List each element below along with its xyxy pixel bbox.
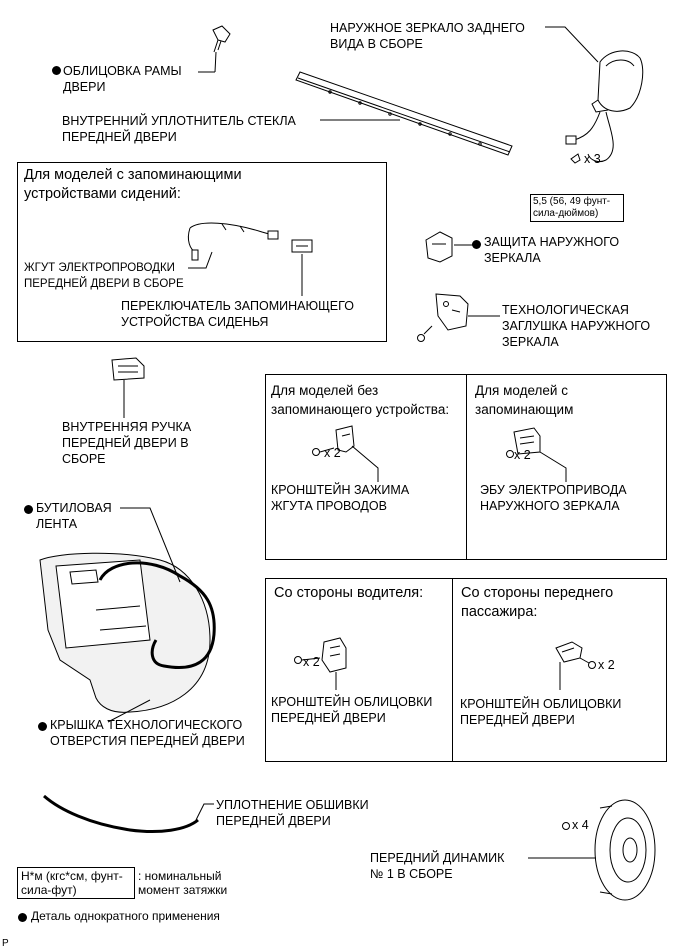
non-reusable-marker [52, 66, 61, 75]
memory-device-box-divider [466, 374, 467, 560]
service-hole-cover-label: КРЫШКА ТЕХНОЛОГИЧЕСКОГО ОТВЕРСТИЯ ПЕРЕДНЕЙ ДВЕРИ [50, 718, 245, 748]
mirror-nut-quantity: x 3 [584, 152, 601, 166]
outer-mirror-label: НАРУЖНОЕ ЗЕРКАЛО ЗАДНЕГО ВИДА В СБОРЕ [330, 21, 525, 51]
non-reusable-marker [472, 240, 481, 249]
outer-mirror-part [566, 51, 643, 163]
leader-line [545, 27, 598, 62]
speaker-label: ПЕРЕДНИЙ ДИНАМИК № 1 В СБОРЕ [370, 851, 505, 881]
non-reusable-legend-label: Деталь однократного применения [31, 909, 220, 923]
butyl-tape-label: БУТИЛОВАЯ ЛЕНТА [36, 501, 112, 531]
memory-switch-label: ПЕРЕКЛЮЧАТЕЛЬ ЗАПОМИНАЮЩЕГО УСТРОЙСТВА СИДЕНЬЯ [121, 299, 354, 329]
torque-unit-label: Н*м (кгс*см, фунт- сила-фут) [21, 869, 123, 897]
non-reusable-marker [24, 505, 33, 514]
without-memory-header: Для моделей без запоминающего устройства: [271, 383, 450, 417]
wire-harness-label: ЖГУТ ЭЛЕКТРОПРОВОДКИ ПЕРЕДНЕЙ ДВЕРИ В СБОРЕ [24, 262, 184, 290]
mirror-torque-value: 5,5 (56, 49 фунт- сила-дюймов) [533, 196, 611, 219]
passenger-bracket-quantity: x 2 [598, 658, 615, 672]
non-reusable-marker [38, 722, 47, 731]
inside-handle-label: ВНУТРЕННЯЯ РУЧКА ПЕРЕДНЕЙ ДВЕРИ В СБОРЕ [62, 420, 192, 466]
inside-handle-part [112, 358, 144, 380]
with-memory-header: Для моделей с запоминающим [475, 383, 574, 417]
driver-side-header: Со стороны водителя: [274, 585, 424, 601]
mirror-hole-cover-part [418, 294, 469, 342]
driver-bracket-quantity: x 2 [303, 655, 320, 669]
mirror-cover-part [426, 232, 452, 262]
mirror-ecu-label: ЭБУ ЭЛЕКТРОПРИВОДА НАРУЖНОГО ЗЕРКАЛА [480, 483, 627, 513]
trim-weatherstrip-label: УПЛОТНЕНИЕ ОБШИВКИ ПЕРЕДНЕЙ ДВЕРИ [216, 798, 369, 828]
passenger-side-header: Со стороны переднего пассажира: [461, 585, 614, 620]
door-frame-garnish-label: ОБЛИЦОВКА РАМЫ ДВЕРИ [63, 64, 182, 94]
memory-seat-box-header: Для моделей с запоминающими устройствами сидений: [24, 167, 242, 202]
torque-unit-description: : номинальный момент затяжки [138, 869, 228, 897]
side-box-divider [452, 578, 453, 762]
clamp-bracket-quantity: x 2 [324, 446, 341, 460]
passenger-bracket-label: КРОНШТЕЙН ОБЛИЦОВКИ ПЕРЕДНЕЙ ДВЕРИ [460, 697, 622, 727]
glass-weatherstrip-label: ВНУТРЕННИЙ УПЛОТНИТЕЛЬ СТЕКЛА ПЕРЕДНЕЙ ДВЕРИ [62, 114, 296, 144]
driver-bracket-label: КРОНШТЕЙН ОБЛИЦОВКИ ПЕРЕДНЕЙ ДВЕРИ [271, 695, 433, 725]
door-frame-garnish-part [213, 26, 230, 52]
glass-weatherstrip-part [296, 72, 512, 155]
leader-line [196, 804, 214, 820]
clamp-bracket-label: КРОНШТЕЙН ЗАЖИМА ЖГУТА ПРОВОДОВ [271, 483, 410, 513]
trim-weatherstrip-part [44, 796, 198, 832]
non-reusable-legend-marker [18, 913, 27, 922]
ecu-quantity: x 2 [514, 448, 531, 462]
footer-code: P [2, 938, 9, 949]
mirror-hole-cover-label: ТЕХНОЛОГИЧЕСКАЯ ЗАГЛУШКА НАРУЖНОГО ЗЕРКАЛА [502, 303, 651, 349]
speaker-quantity: x 4 [572, 818, 589, 832]
leader-line [215, 52, 216, 72]
mirror-cover-label: ЗАЩИТА НАРУЖНОГО ЗЕРКАЛА [484, 235, 620, 265]
speaker-part [563, 800, 656, 900]
